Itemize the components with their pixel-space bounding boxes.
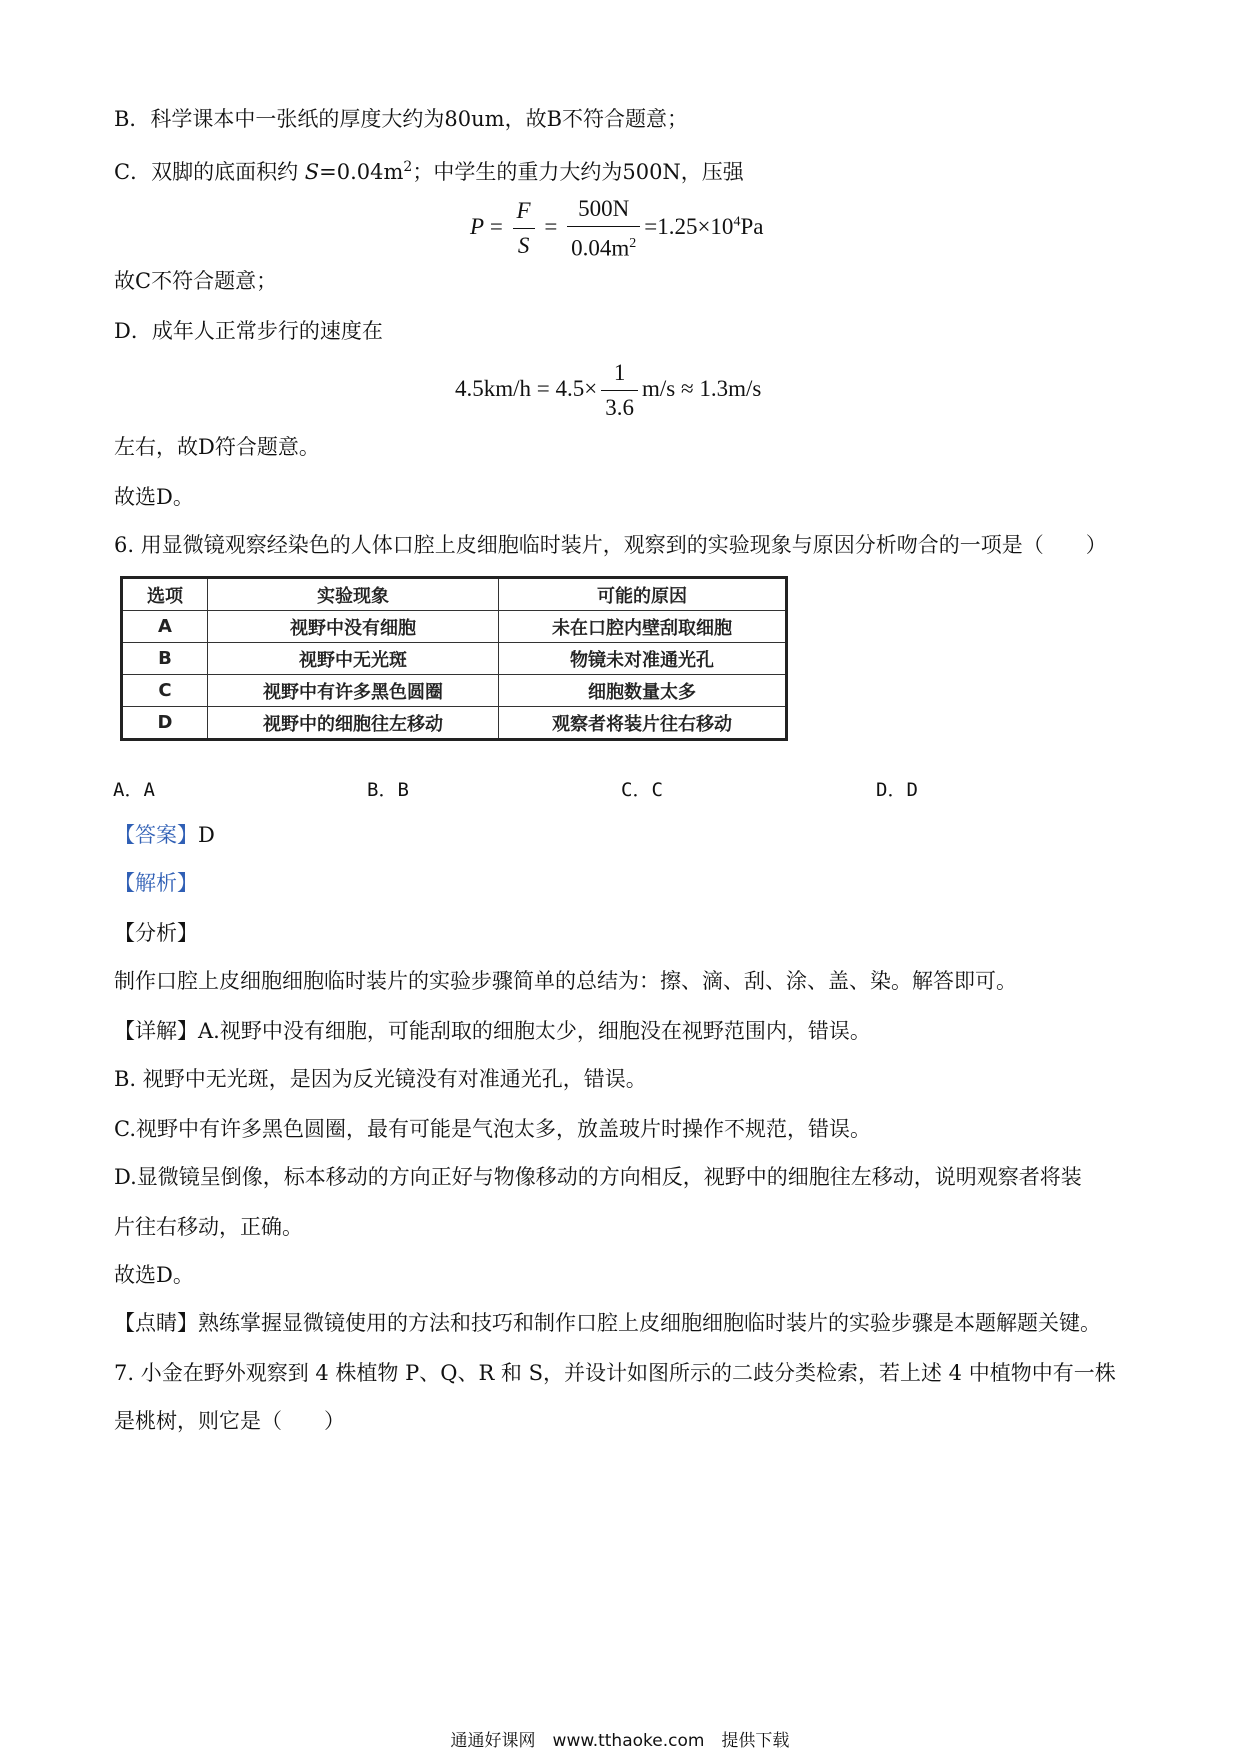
text-line-d-conclusion: 左右，故D符合题意。 (114, 435, 320, 459)
fraction-500n (567, 194, 640, 264)
fenxi-heading: 【分析】 (114, 921, 198, 945)
text-line-d: D．成年人正常步行的速度在 (114, 319, 383, 343)
text-line-c-conclusion: 故C不符合题意； (114, 269, 278, 293)
speed-lhs: 4.5km/h = 4.5× (455, 375, 598, 401)
speed-rhs: m/s ≈ 1.3m/s (641, 375, 762, 401)
table-cell: B (122, 643, 208, 675)
detail-line-3: C.视野中有许多黑色圆圈，最有可能是气泡太多，放盖玻片时操作不规范，错误。 (114, 1117, 871, 1141)
question-6: 6. 用显微镜观察经染色的人体口腔上皮细胞临时装片，观察到的实验现象与原因分析吻合的一项是（ ） (114, 533, 1107, 557)
text-c-part2: =0.04m (319, 160, 404, 184)
table-cell: A (122, 611, 208, 643)
point-line: 【点睛】熟练掌握显微镜使用的方法和技巧和制作口腔上皮细胞细胞临时装片的实验步骤是本题解题关键。 (114, 1311, 1101, 1335)
table-cell: C (122, 675, 208, 707)
choice-a: A．A (113, 779, 155, 801)
answer-line (114, 820, 215, 850)
fraction-500n-num: 500N (567, 194, 640, 227)
fraction-500n-den: $0.04m^2$ (571, 235, 637, 261)
fraction-f-over-s (513, 196, 535, 261)
text-line-c (114, 152, 744, 187)
fraction-f: F (513, 196, 535, 229)
table-cell: 观察者将装片往右移动 (499, 707, 787, 740)
table-row (122, 643, 787, 675)
answer-value: D (198, 823, 215, 847)
table-cell: 视野中的细胞往左移动 (208, 707, 499, 740)
options-table (120, 576, 788, 741)
choice-c: C．C (621, 779, 663, 801)
choice-d: D．D (876, 779, 918, 801)
table-header: 实验现象 (208, 578, 499, 611)
table-cell: 视野中没有细胞 (208, 611, 499, 643)
formula-result: =1.25×10 (644, 214, 734, 240)
formula-eq1: = (484, 214, 509, 240)
pressure-formula (470, 194, 763, 264)
table-cell: 未在口腔内壁刮取细胞 (499, 611, 787, 643)
table-cell: 视野中有许多黑色圆圈 (208, 675, 499, 707)
detail-line-4: D.显微镜呈倒像，标本移动的方向正好与物像移动的方向相反，视野中的细胞往左移动，说明观察者将装 (114, 1165, 1082, 1189)
question-7-line-2: 是桃树，则它是（ ） (114, 1409, 345, 1433)
fraction-s: S (517, 233, 530, 259)
text-c-part3: ；中学生的重力大约为500N，压强 (412, 160, 744, 184)
answer-tag: 【答案】 (114, 823, 198, 847)
fenxi-text: 制作口腔上皮细胞细胞临时装片的实验步骤简单的总结为：擦、滴、刮、涂、盖、染。解答即可。 (114, 969, 1017, 993)
table-cell: 视野中无光斑 (208, 643, 499, 675)
fraction-36: 3.6 (605, 395, 634, 420)
text-c-sup: 2 (403, 159, 413, 175)
table-cell: 物镜未对准通光孔 (499, 643, 787, 675)
formula-result-sup: 4 (733, 214, 741, 230)
text-line-b: B．科学课本中一张纸的厚度大约为80um，故B不符合题意； (114, 107, 689, 131)
text-c-part1: C．双脚的底面积约 (114, 160, 305, 184)
table-row (122, 611, 787, 643)
table-row (122, 675, 787, 707)
analysis-tag: 【解析】 (114, 871, 198, 895)
table-header-row (122, 578, 787, 611)
detail-line-1: 【详解】A.视野中没有细胞，可能刮取的细胞太少，细胞没在视野范围内，错误。 (114, 1019, 871, 1043)
text-c-var-s: S (304, 160, 320, 184)
detail-line-6: 故选D。 (114, 1263, 194, 1287)
formula-result-unit: Pa (740, 214, 764, 240)
formula-eq2: = (538, 214, 564, 240)
table-row (122, 707, 787, 740)
text-line-choose-d: 故选D。 (114, 485, 194, 509)
page-footer: 通通好课网 www.tthaoke.com 提供下载 (450, 1731, 790, 1751)
table-cell: 细胞数量太多 (499, 675, 787, 707)
fraction-1-over-36 (601, 358, 638, 423)
detail-line-5: 片往右移动，正确。 (114, 1215, 303, 1239)
formula-p: P (470, 214, 485, 240)
choice-b: B．B (367, 779, 409, 801)
question-7-line-1: 7. 小金在野外观察到 4 株植物 P、Q、R 和 S，并设计如图所示的二歧分类检索，若上述 4 中植物中有一株 (114, 1361, 1116, 1385)
speed-formula (455, 358, 761, 423)
fraction-1: 1 (601, 358, 638, 391)
table-header: 选项 (122, 578, 208, 611)
table-header: 可能的原因 (499, 578, 787, 611)
table-cell: D (122, 707, 208, 740)
detail-line-2: B. 视野中无光斑，是因为反光镜没有对准通光孔，错误。 (114, 1067, 647, 1091)
